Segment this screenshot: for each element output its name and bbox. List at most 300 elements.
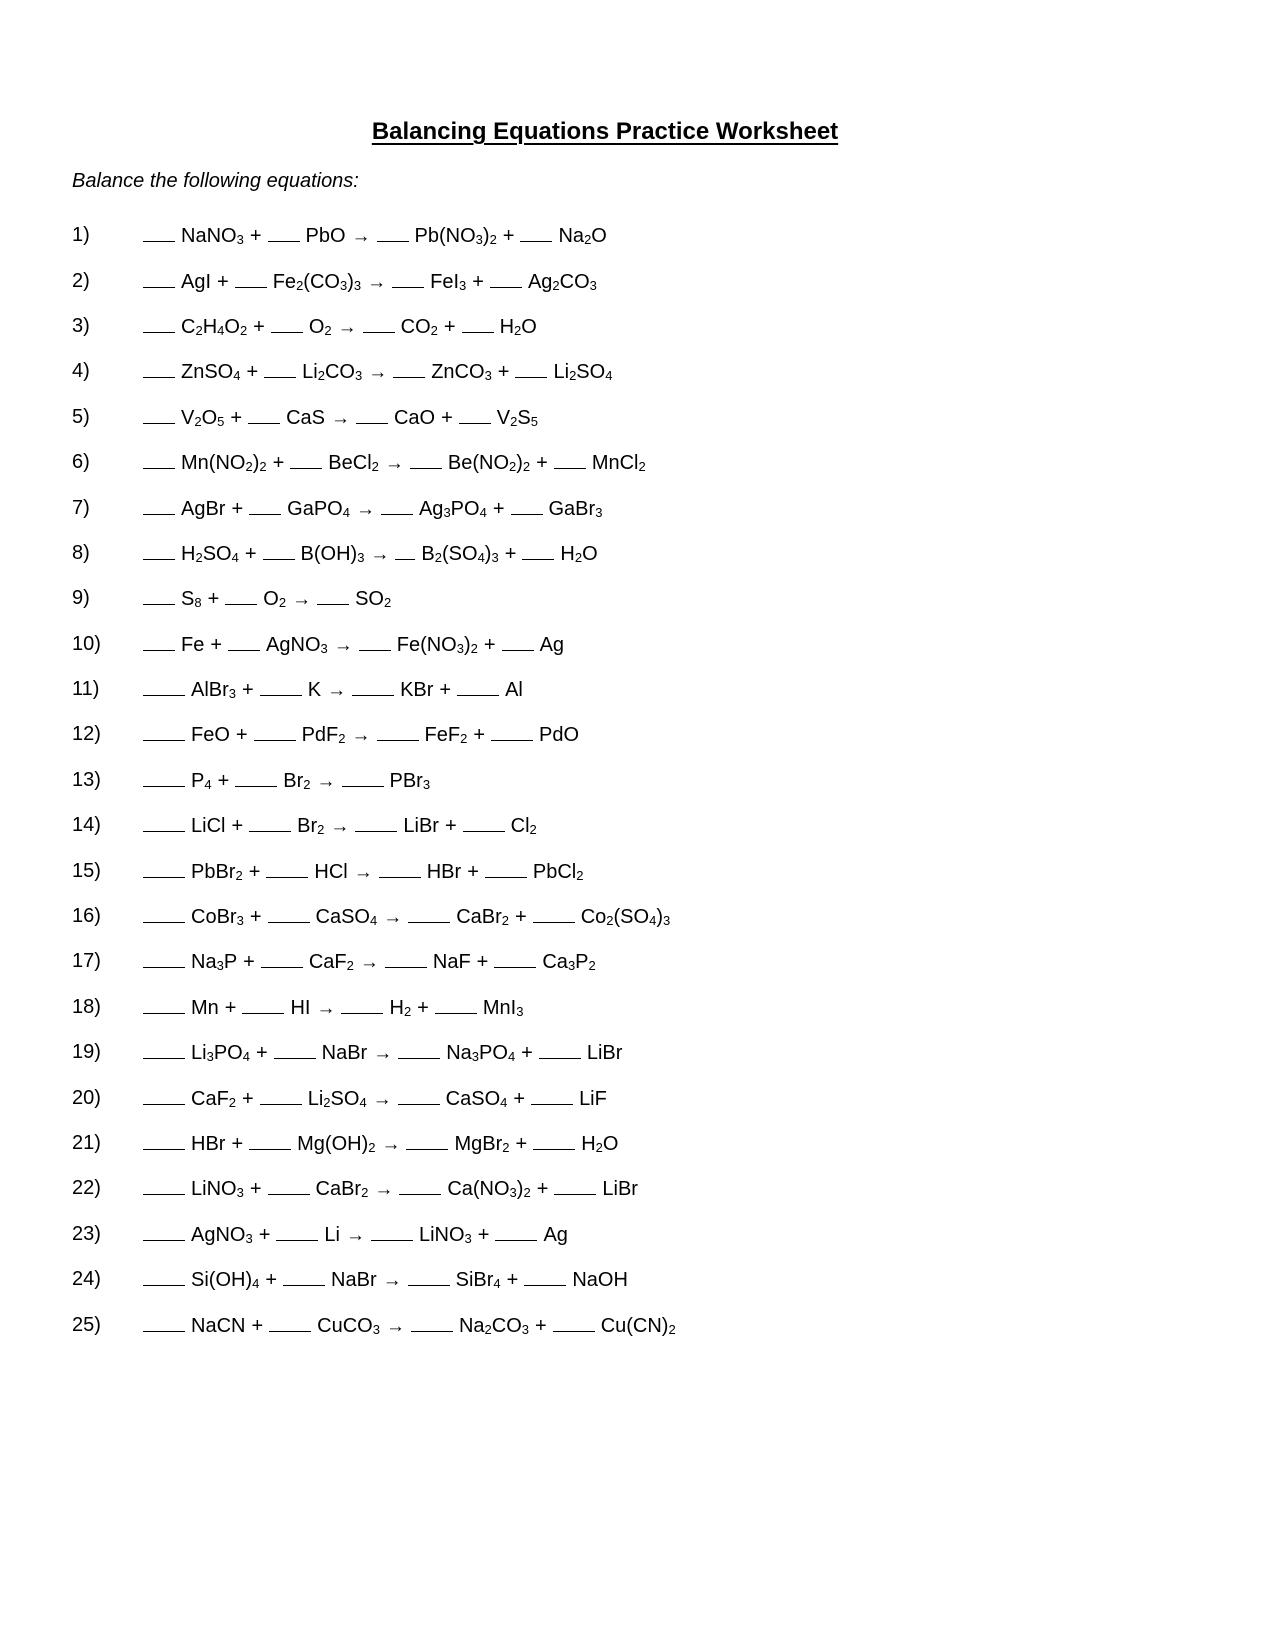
equation-number: 24) <box>72 1268 101 1291</box>
coefficient-blank[interactable] <box>261 949 303 968</box>
coefficient-blank[interactable] <box>143 496 175 515</box>
chemical-formula: Fe <box>181 633 205 656</box>
chemical-formula: AgNO$_3$ <box>266 633 328 656</box>
arrow-icon: → <box>333 634 353 656</box>
coefficient-blank[interactable] <box>143 1176 185 1195</box>
arrow-icon: → <box>359 952 379 974</box>
plus-sign: + <box>472 270 484 293</box>
arrow-icon: → <box>383 907 403 929</box>
plus-sign: + <box>483 633 496 656</box>
chemical-formula: $S_8$ <box>181 588 202 611</box>
plus-sign: + <box>515 1133 528 1155</box>
coefficient-blank[interactable] <box>143 1040 185 1059</box>
coefficient-blank[interactable] <box>143 859 185 878</box>
coefficient-blank[interactable] <box>268 904 310 923</box>
chemical-formula: $Na_3P$ <box>191 951 238 974</box>
equation-row <box>72 985 682 1030</box>
equation-row <box>72 440 682 485</box>
equation-body <box>143 813 543 838</box>
chemical-formula: PbBr$_2$ <box>191 860 243 883</box>
equation-row <box>72 213 682 258</box>
chemical-formula: AgNO$_3$ <box>191 1223 253 1246</box>
chemical-formula: CaBr$_2$ <box>456 906 510 929</box>
chemical-formula: FeI$_3$ <box>430 270 467 293</box>
equation-body <box>143 949 602 974</box>
chemical-formula: $V_2S_5$ <box>496 406 538 429</box>
equation-row <box>72 622 682 667</box>
coefficient-blank[interactable] <box>143 904 185 923</box>
plus-sign: + <box>536 452 548 475</box>
plus-sign: + <box>444 815 457 838</box>
chemical-formula: MgBr$_2$ <box>454 1133 510 1155</box>
chemical-formula: $Fe_2(CO_3)_3$ <box>272 270 362 293</box>
equation-body <box>143 768 436 793</box>
arrow-icon: → <box>370 543 390 565</box>
coefficient-blank[interactable] <box>276 1222 318 1241</box>
coefficient-blank[interactable] <box>377 223 409 242</box>
coefficient-blank[interactable] <box>317 586 349 605</box>
equation-row <box>72 758 682 803</box>
coefficient-blank[interactable] <box>260 1086 302 1105</box>
plus-sign: + <box>249 906 262 929</box>
chemical-formula: PBr$_3$ <box>389 769 431 792</box>
arrow-icon: → <box>385 1315 405 1337</box>
chemical-formula: $Br_2$ <box>283 769 311 792</box>
coefficient-blank[interactable] <box>554 450 586 469</box>
chemical-formula: HCl <box>314 860 348 883</box>
plus-sign: + <box>497 361 510 384</box>
equation-number: 22) <box>72 1177 101 1200</box>
plus-sign: + <box>246 361 259 384</box>
equation-number: 15) <box>72 859 101 882</box>
chemical-formula: CaF$_2$ <box>191 1087 237 1110</box>
plus-sign: + <box>265 1269 278 1292</box>
plus-sign: + <box>258 1223 271 1246</box>
plus-sign: + <box>441 406 453 429</box>
chemical-formula: MnI$_3$ <box>482 996 524 1019</box>
chemical-formula: FeO <box>191 724 230 747</box>
arrow-icon: → <box>384 453 404 475</box>
equation-body <box>143 1176 644 1201</box>
chemical-formula: BeCl$_2$ <box>328 452 379 475</box>
chemical-formula: PbO <box>305 225 346 248</box>
chemical-formula: $P_4$ <box>191 769 212 792</box>
equation-row <box>72 531 682 576</box>
plus-sign: + <box>515 906 527 929</box>
plus-sign: + <box>521 1042 533 1065</box>
coefficient-blank[interactable] <box>539 1040 581 1059</box>
equation-row <box>72 712 682 757</box>
equation-number: 11) <box>72 678 100 701</box>
chemical-formula: LiNO$_3$ <box>418 1223 472 1246</box>
arrow-icon: → <box>382 1270 402 1292</box>
coefficient-blank[interactable] <box>356 405 388 424</box>
plus-sign: + <box>224 996 237 1019</box>
coefficient-blank[interactable] <box>554 1176 596 1195</box>
arrow-icon: → <box>353 861 373 883</box>
equation-row <box>72 1302 682 1347</box>
arrow-icon: → <box>337 316 357 338</box>
coefficient-blank[interactable] <box>143 269 175 288</box>
chemical-formula: PbCl$_2$ <box>532 860 584 883</box>
coefficient-blank[interactable] <box>249 1131 291 1150</box>
plus-sign: + <box>513 1087 526 1110</box>
chemical-formula: $H_2O$ <box>560 542 598 565</box>
coefficient-blank[interactable] <box>491 722 533 741</box>
coefficient-blank[interactable] <box>533 1131 575 1150</box>
coefficient-blank[interactable] <box>143 768 185 787</box>
arrow-icon: → <box>327 680 347 702</box>
chemical-formula: ZnCO$_3$ <box>431 361 492 384</box>
equation-row <box>72 349 682 394</box>
equation-number: 20) <box>72 1086 101 1109</box>
chemical-formula: SiBr$_4$ <box>455 1269 501 1292</box>
chemical-formula: $Be(NO_2)_2$ <box>447 452 531 475</box>
chemical-formula: Mn <box>191 996 219 1019</box>
chemical-formula: $CO_2$ <box>400 315 438 338</box>
equation-body <box>143 586 397 611</box>
chemical-formula: CaS <box>286 406 325 429</box>
coefficient-blank[interactable] <box>269 1313 311 1332</box>
equation-row <box>72 1030 682 1075</box>
chemical-formula: AgBr <box>181 497 226 520</box>
arrow-icon: → <box>372 1088 392 1110</box>
coefficient-blank[interactable] <box>283 1267 325 1286</box>
coefficient-blank[interactable] <box>242 995 284 1014</box>
chemical-formula: LiBr <box>586 1042 623 1065</box>
equation-body <box>143 722 585 747</box>
chemical-formula: Ag <box>543 1223 568 1246</box>
instructions: Balance the following equations: <box>72 170 359 192</box>
chemical-formula: AlBr$_3$ <box>191 679 237 702</box>
coefficient-blank[interactable] <box>143 677 185 696</box>
chemical-formula: $Si(OH)_4$ <box>191 1269 260 1292</box>
chemical-formula: $Co_2(SO_4)_3$ <box>580 906 671 929</box>
plus-sign: + <box>467 860 479 883</box>
equation-number: 6) <box>72 451 90 474</box>
coefficient-blank[interactable] <box>392 269 424 288</box>
equation-number: 21) <box>72 1132 101 1154</box>
plus-sign: + <box>231 497 244 520</box>
equation-row <box>72 258 682 303</box>
coefficient-blank[interactable] <box>143 359 175 378</box>
chemical-formula: CoBr$_3$ <box>191 906 244 929</box>
plus-sign: + <box>439 679 452 702</box>
coefficient-blank[interactable] <box>515 359 547 378</box>
chemical-formula: $Mn(NO_2)_2$ <box>181 452 267 475</box>
coefficient-blank[interactable] <box>524 1267 566 1286</box>
coefficient-blank[interactable] <box>143 541 175 560</box>
chemical-formula: PdF$_2$ <box>301 724 346 747</box>
coefficient-blank[interactable] <box>398 1086 440 1105</box>
equation-number: 3) <box>72 314 90 337</box>
coefficient-blank[interactable] <box>143 1086 185 1105</box>
chemical-formula: LiBr <box>403 815 439 838</box>
plus-sign: + <box>217 270 229 293</box>
plus-sign: + <box>207 588 220 611</box>
coefficient-blank[interactable] <box>408 904 450 923</box>
coefficient-blank[interactable] <box>235 269 267 288</box>
chemical-formula: GaPO$_4$ <box>287 497 350 520</box>
chemical-formula: NaCN <box>191 1314 246 1337</box>
chemical-formula: K <box>307 679 322 702</box>
equation-row <box>72 1257 682 1302</box>
chemical-formula: $O_2$ <box>308 315 332 338</box>
arrow-icon: → <box>367 271 387 293</box>
equation-body <box>143 405 544 430</box>
plus-sign: + <box>235 724 248 747</box>
chemical-formula: Li <box>324 1223 340 1246</box>
coefficient-blank[interactable] <box>143 722 185 741</box>
coefficient-blank[interactable] <box>371 1222 413 1241</box>
plus-sign: + <box>477 1223 490 1246</box>
coefficient-blank[interactable] <box>143 586 175 605</box>
coefficient-blank[interactable] <box>271 314 303 333</box>
equation-number: 18) <box>72 995 101 1018</box>
chemical-formula: FeF$_2$ <box>424 724 468 747</box>
chemical-formula: LiBr <box>602 1178 638 1201</box>
chemical-formula: Al <box>505 679 523 702</box>
chemical-formula: $Ag_2CO_3$ <box>527 270 597 293</box>
coefficient-blank[interactable] <box>494 949 536 968</box>
plus-sign: + <box>502 225 515 248</box>
chemical-formula: HBr <box>191 1133 226 1155</box>
plus-sign: + <box>249 225 262 248</box>
coefficient-blank[interactable] <box>342 768 384 787</box>
equation-body <box>143 1222 574 1247</box>
equation-body <box>143 450 652 475</box>
coefficient-blank[interactable] <box>462 314 494 333</box>
plus-sign: + <box>536 1178 549 1201</box>
equation-row <box>72 304 682 349</box>
plus-sign: + <box>255 1042 268 1065</box>
coefficient-blank[interactable] <box>457 677 499 696</box>
equation-number: 25) <box>72 1313 101 1336</box>
chemical-formula: $Li_2SO_4$ <box>553 361 613 384</box>
plus-sign: + <box>230 406 243 429</box>
coefficient-blank[interactable] <box>553 1313 595 1332</box>
coefficient-blank[interactable] <box>359 632 391 651</box>
coefficient-blank[interactable] <box>143 995 185 1014</box>
chemical-formula: $H_2O$ <box>581 1133 619 1155</box>
coefficient-blank[interactable] <box>143 223 175 242</box>
arrow-icon: → <box>316 997 336 1019</box>
coefficient-blank[interactable] <box>264 359 296 378</box>
arrow-icon: → <box>368 362 388 384</box>
coefficient-blank[interactable] <box>379 859 421 878</box>
chemical-formula: $Ag_3PO_4$ <box>418 497 487 520</box>
equation-number: 14) <box>72 814 101 837</box>
plus-sign: + <box>476 951 489 974</box>
chemical-formula: $SO_2$ <box>355 588 392 611</box>
chemical-formula: ZnSO$_4$ <box>181 361 241 384</box>
coefficient-blank[interactable] <box>143 1267 185 1286</box>
arrow-icon: → <box>316 770 336 792</box>
coefficient-blank[interactable] <box>399 1176 441 1195</box>
coefficient-blank[interactable] <box>408 1267 450 1286</box>
coefficient-blank[interactable] <box>411 1313 453 1332</box>
coefficient-blank[interactable] <box>435 995 477 1014</box>
coefficient-blank[interactable] <box>266 859 308 878</box>
arrow-icon: → <box>351 226 371 248</box>
plus-sign: + <box>417 996 429 1019</box>
equation-number: 19) <box>72 1041 101 1064</box>
coefficient-blank[interactable] <box>490 269 522 288</box>
equation-number: 16) <box>72 905 101 928</box>
coefficient-blank[interactable] <box>143 1131 185 1150</box>
equation-row <box>72 939 682 984</box>
equation-body <box>143 859 589 884</box>
coefficient-blank[interactable] <box>355 813 397 832</box>
coefficient-blank[interactable] <box>381 496 413 515</box>
plus-sign: + <box>242 1087 254 1110</box>
chemical-formula: HBr <box>426 860 462 883</box>
coefficient-blank[interactable] <box>260 677 302 696</box>
coefficient-blank[interactable] <box>143 1222 185 1241</box>
coefficient-blank[interactable] <box>395 541 415 560</box>
chemical-formula: $Fe(NO_3)_2$ <box>396 633 478 656</box>
chemical-formula: $Li_2SO_4$ <box>307 1087 367 1110</box>
coefficient-blank[interactable] <box>249 496 281 515</box>
equation-body <box>143 541 604 566</box>
coefficient-blank[interactable] <box>363 314 395 333</box>
coefficient-blank[interactable] <box>268 223 300 242</box>
chemical-formula: $H_2SO_4$ <box>181 542 239 565</box>
coefficient-blank[interactable] <box>235 768 277 787</box>
chemical-formula: LiCl <box>191 815 226 838</box>
coefficient-blank[interactable] <box>531 1086 573 1105</box>
chemical-formula: NaNO$_3$ <box>181 225 244 248</box>
chemical-formula: MnCl$_2$ <box>591 452 646 475</box>
plus-sign: + <box>231 815 244 838</box>
coefficient-blank[interactable] <box>143 813 185 832</box>
chemical-formula: $H_2O$ <box>499 315 537 338</box>
plus-sign: + <box>251 1314 264 1337</box>
chemical-formula: $H_2$ <box>389 996 412 1019</box>
coefficient-blank[interactable] <box>410 450 442 469</box>
coefficient-blank[interactable] <box>406 1131 448 1150</box>
equation-row <box>72 894 682 939</box>
coefficient-blank[interactable] <box>341 995 383 1014</box>
chemical-formula: KBr <box>400 679 434 702</box>
coefficient-blank[interactable] <box>248 405 280 424</box>
coefficient-blank[interactable] <box>385 949 427 968</box>
equation-body <box>143 314 543 339</box>
equation-body <box>143 1267 634 1292</box>
arrow-icon: → <box>373 1043 393 1065</box>
coefficient-blank[interactable] <box>522 541 554 560</box>
chemical-formula: $Br_2$ <box>297 815 325 838</box>
coefficient-blank[interactable] <box>268 1176 310 1195</box>
chemical-formula: CuCO$_3$ <box>317 1314 380 1337</box>
equation-body <box>143 995 529 1020</box>
coefficient-blank[interactable] <box>502 632 534 651</box>
coefficient-blank[interactable] <box>274 1040 316 1059</box>
coefficient-blank[interactable] <box>249 813 291 832</box>
chemical-formula: LiNO$_3$ <box>191 1178 244 1201</box>
equation-number: 17) <box>72 950 101 973</box>
coefficient-blank[interactable] <box>459 405 491 424</box>
worksheet-title: Balancing Equations Practice Worksheet <box>371 118 839 145</box>
equation-row <box>72 803 682 848</box>
chemical-formula: $Li_3PO_4$ <box>191 1042 250 1065</box>
coefficient-blank[interactable] <box>263 541 295 560</box>
coefficient-blank[interactable] <box>225 586 257 605</box>
arrow-icon: → <box>374 1179 394 1201</box>
chemical-formula: $Ca_3P_2$ <box>542 951 596 974</box>
coefficient-blank[interactable] <box>398 1040 440 1059</box>
coefficient-blank[interactable] <box>463 813 505 832</box>
equation-row <box>72 1075 682 1120</box>
coefficient-blank[interactable] <box>254 722 296 741</box>
coefficient-blank[interactable] <box>352 677 394 696</box>
coefficient-blank[interactable] <box>393 359 425 378</box>
coefficient-blank[interactable] <box>143 314 175 333</box>
chemical-formula: $O_2$ <box>263 588 287 611</box>
coefficient-blank[interactable] <box>533 904 575 923</box>
plus-sign: + <box>244 542 257 565</box>
equation-number: 8) <box>72 541 90 564</box>
coefficient-blank[interactable] <box>495 1222 537 1241</box>
chemical-formula: $Mg(OH)_2$ <box>297 1133 376 1155</box>
equation-number: 23) <box>72 1222 101 1245</box>
chemical-formula: $B_2(SO_4)_3$ <box>421 542 499 565</box>
plus-sign: + <box>248 860 261 883</box>
chemical-formula: NaOH <box>572 1269 628 1292</box>
equation-body <box>143 223 613 248</box>
chemical-formula: $Ca(NO_3)_2$ <box>447 1178 531 1201</box>
chemical-formula: CaF$_2$ <box>308 951 354 974</box>
chemical-formula: CaSO$_4$ <box>315 906 378 929</box>
equation-number: 13) <box>72 768 101 791</box>
chemical-formula: $Na_3PO_4$ <box>446 1042 516 1065</box>
equation-number: 1) <box>72 224 90 247</box>
chemical-formula: GaBr$_3$ <box>548 497 603 520</box>
equation-number: 12) <box>72 723 101 746</box>
coefficient-blank[interactable] <box>511 496 543 515</box>
equation-body <box>143 359 618 384</box>
plus-sign: + <box>249 1178 262 1201</box>
coefficient-blank[interactable] <box>143 1313 185 1332</box>
equation-number: 7) <box>72 496 90 519</box>
arrow-icon: → <box>292 589 312 611</box>
coefficient-blank[interactable] <box>485 859 527 878</box>
equation-body <box>143 904 676 929</box>
equation-row <box>72 576 682 621</box>
equation-number: 2) <box>72 269 90 292</box>
equation-row <box>72 485 682 530</box>
equation-number: 10) <box>72 632 101 655</box>
coefficient-blank[interactable] <box>520 223 552 242</box>
coefficient-blank[interactable] <box>143 949 185 968</box>
chemical-formula: $Pb(NO_3)_2$ <box>414 225 497 248</box>
coefficient-blank[interactable] <box>143 632 175 651</box>
chemical-formula: CaBr$_2$ <box>315 1178 369 1201</box>
equation-row <box>72 395 682 440</box>
chemical-formula: HI <box>290 996 311 1019</box>
equation-body <box>143 1313 682 1338</box>
arrow-icon: → <box>381 1134 401 1155</box>
coefficient-blank[interactable] <box>228 632 260 651</box>
plus-sign: + <box>506 1269 519 1292</box>
chemical-formula: PdO <box>539 724 580 747</box>
coefficient-blank[interactable] <box>290 450 322 469</box>
arrow-icon: → <box>330 407 350 429</box>
coefficient-blank[interactable] <box>143 405 175 424</box>
coefficient-blank[interactable] <box>143 450 175 469</box>
coefficient-blank[interactable] <box>377 722 419 741</box>
equation-row <box>72 667 682 712</box>
